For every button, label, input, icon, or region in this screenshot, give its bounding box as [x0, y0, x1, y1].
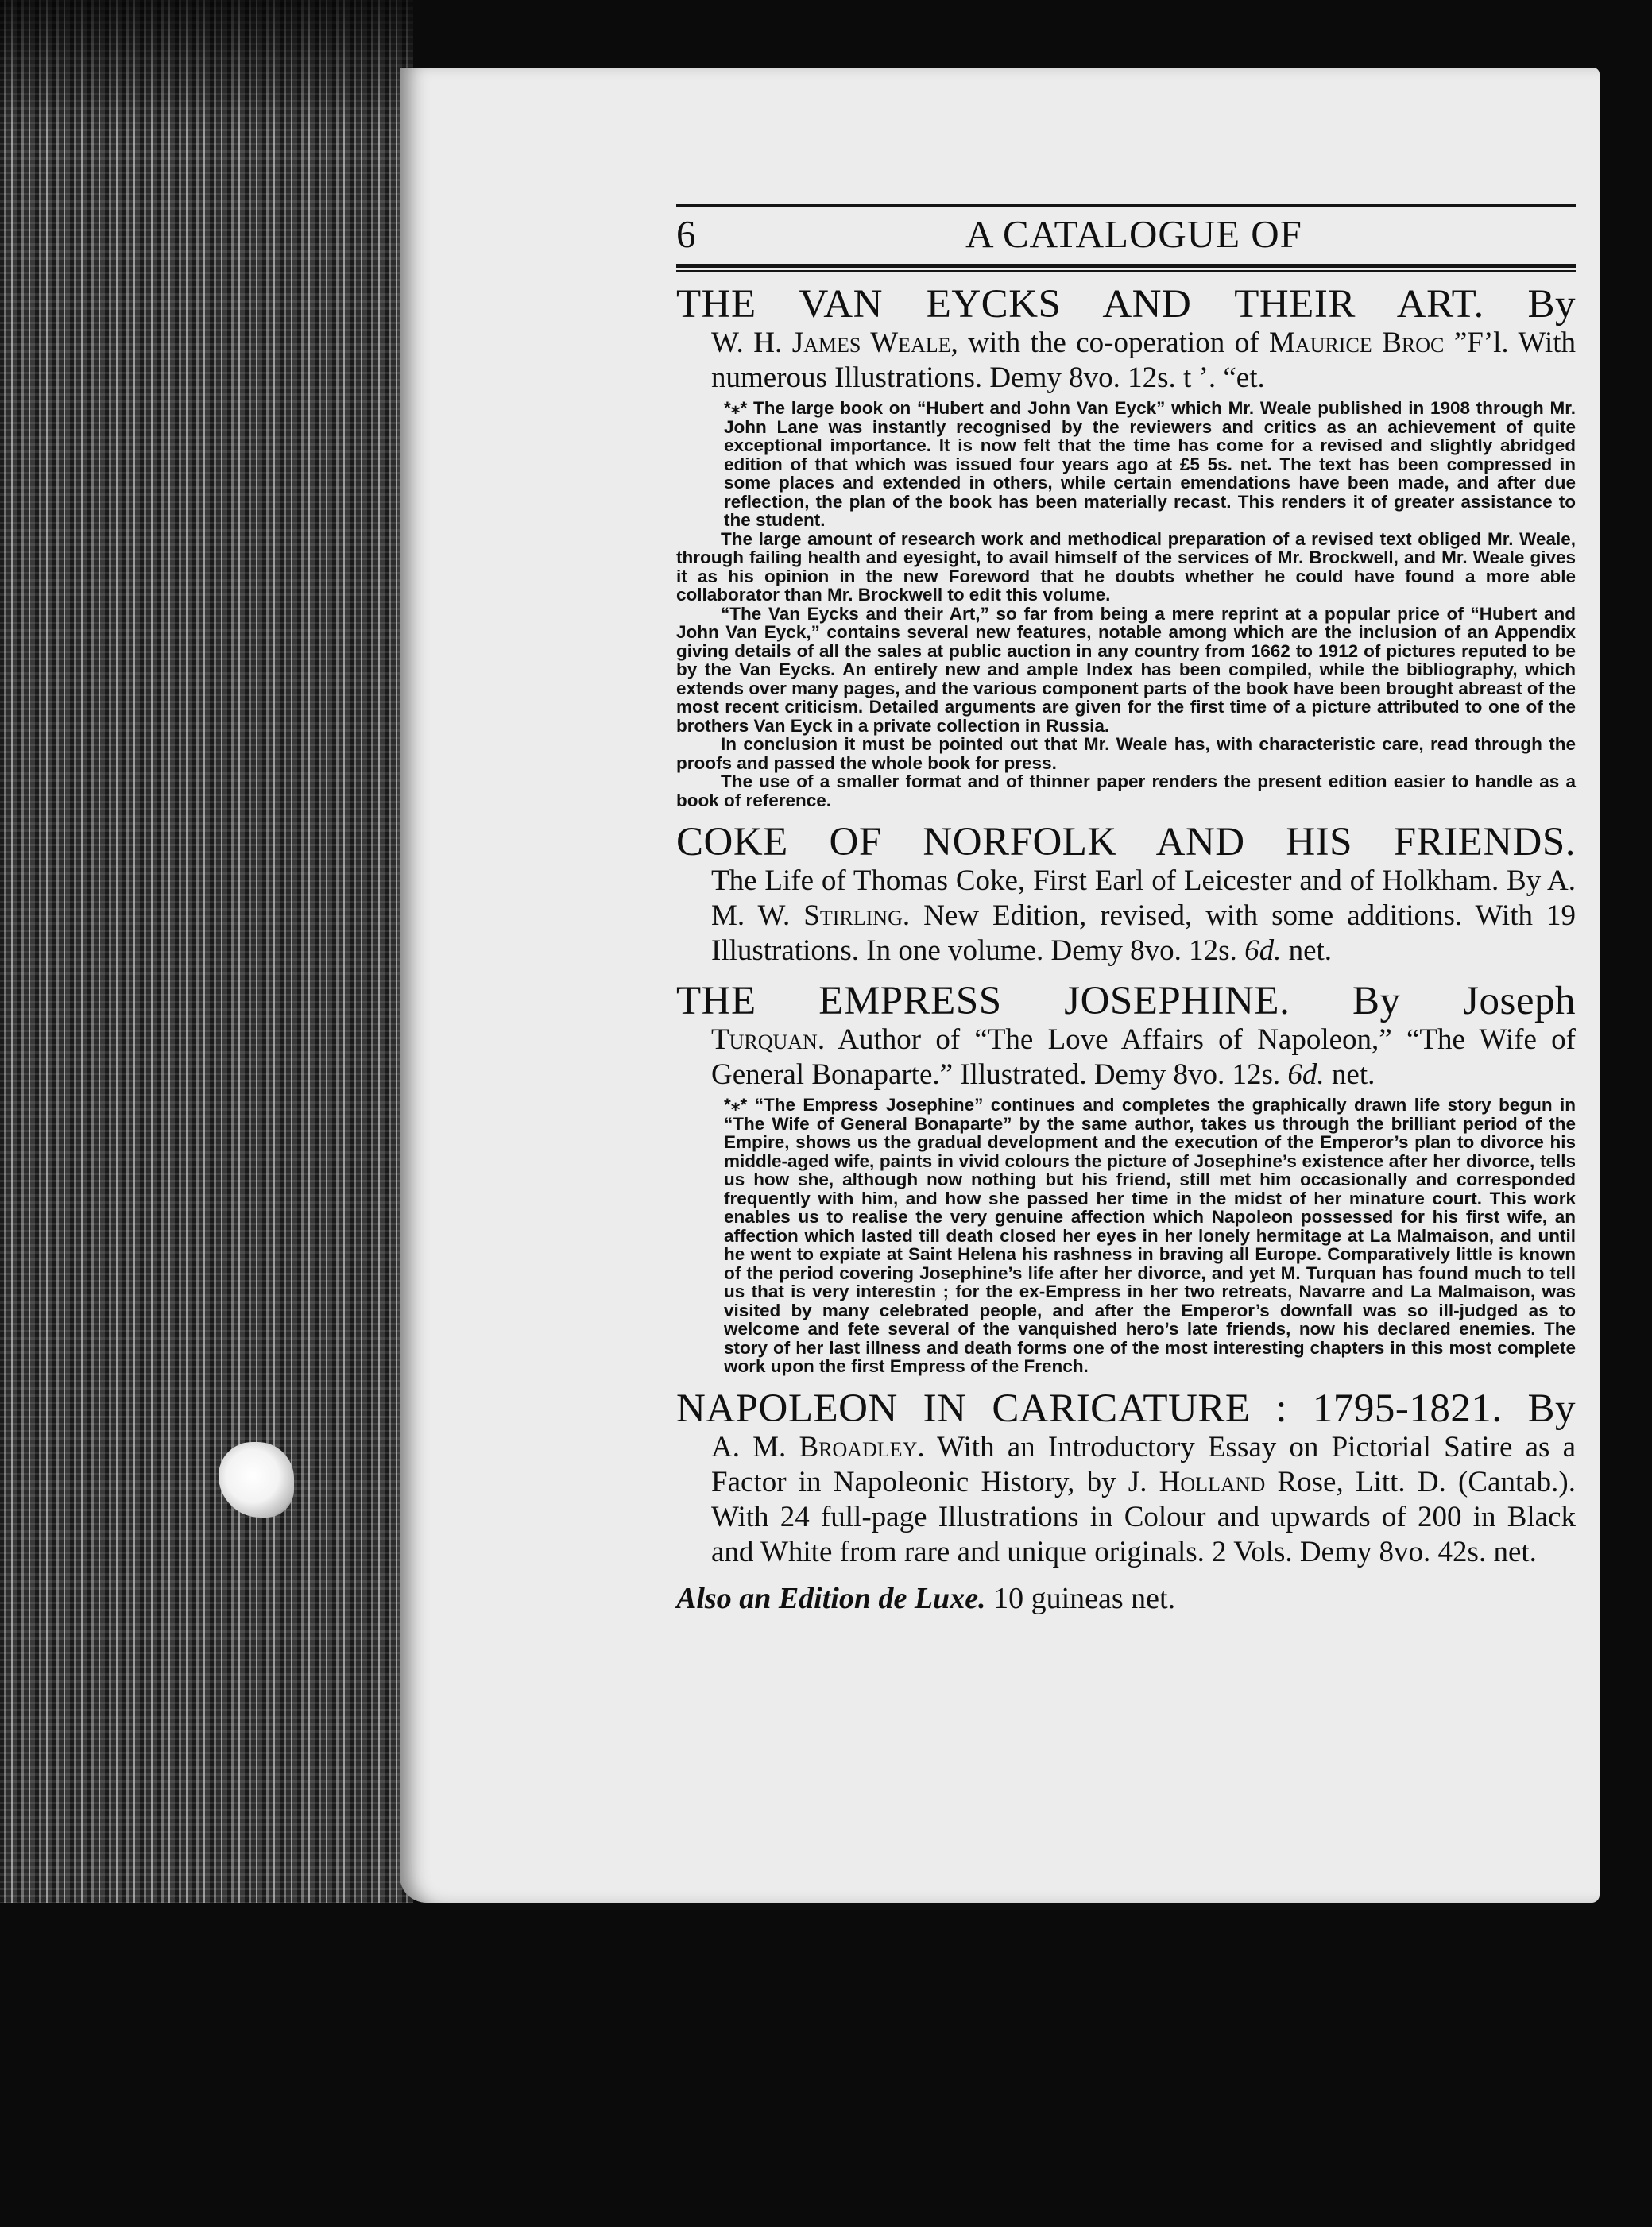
running-head [676, 211, 1576, 261]
running-title: A CATALOGUE OF [965, 212, 1302, 256]
entry-note-empress-josephine [676, 1096, 1576, 1376]
page-content [676, 204, 1576, 1616]
entry-body-empress-josephine: Turquan. Author of “The Love Affairs of Napoleon,” “The Wife of General Bonaparte.” Illustrated. Demy 8vo. 12s. 6d. net. [711, 1023, 1576, 1091]
book-fore-edge [0, 0, 413, 2227]
catalogue-page [400, 68, 1600, 1903]
entry-heading-napoleon-caricature: NAPOLEON IN CARICATURE : 1795-1821. By [676, 1386, 1576, 1431]
bottom-background [0, 1903, 1652, 2227]
edition-de-luxe-price: 10 guineas net. [993, 1581, 1176, 1615]
entry-body-napoleon-caricature: A. M. Broadley. With an Introductory Essay on Pictorial Satire as a Factor in Napoleonic History, by J. Holland Rose, Litt. D. (Cantab.). With 24 full-page Illustrations in Colour and upwards of 200 in Black and White from rare and unique originals. 2 Vols. Demy 8vo. 42s. net. [711, 1430, 1576, 1568]
note-paragraph: In conclusion it must be pointed out that Mr. Weale has, with characteristic care, read through the proofs and passed the whole book for press. [676, 734, 1576, 773]
header-rule [676, 204, 1576, 207]
entry-body-van-eycks: W. H. James Weale, with the co-operation of Maurice Broc ”F’l. With numerous Illustrations. Demy 8vo. 12s. t ’. “et. [711, 327, 1577, 394]
edition-de-luxe-label: Also an Edition de Luxe. [676, 1581, 986, 1615]
note-paragraph: The large amount of research work and methodical preparation of a revised text obliged Mr. Weale, through failing health and eyesight, to avail himself of the services of Mr. Brockwell, and Mr. Weale gives it as his opinion in the new Foreword that he doubts whether he could have found a more able collaborator than Mr. Brockwell to edit this volume. [676, 528, 1576, 605]
note-paragraph: The use of a smaller format and of thinner paper renders the present edition easier to handle as a book of reference. [676, 771, 1576, 810]
note-paragraph: *⁎* “The Empress Josephine” continues and completes the graphically drawn life story begun in “The Wife of General Bonaparte” by the same author, takes us through the brilliant period of the Empire, shows us the gradual development and the execution of the Emperor’s plan to divorce his middle-aged wife, paints in vivid colours the picture of Josephine’s existence after her divorce, tells us how she, although now nothing but his friend, still met him occasionally and corresponded frequently with him, and how she passed her time in the midst of her minature court. This work enables us to realise the very genuine affection which Napoleon possessed for his first wife, an affection which lasted till death closed her eyes in her lonely hermitage at La Malmaison, and until he went to expiate at Saint Helena his rashness in braving all Europe. Comparatively little is known of the period covering Josephine’s life after her divorce, and yet M. Turquan has found much to tell us that is very interestin ; for the ex-Empress in her two retreats, Navarre and La Malmaison, was visited by many celebrated people, and after the Emperor’s downfall was so ill-judged as to welcome and fete several of the vanquished hero’s late friends, now his declared enemies. The story of her last illness and death forms one of the most interesting chapters in this most complete work upon the first Empress of the French. [724, 1095, 1576, 1376]
entry-heading-van-eycks: THE VAN EYCKS AND THEIR ART. By [676, 282, 1576, 327]
note-paragraph: *⁎* The large book on “Hubert and John Van Eyck” which Mr. Weale published in 1908 through Mr. John Lane was instantly recognised by the reviewers and critics as an achievement of quite exceptional importance. It is now felt that the time has come for a revised and slightly abridged edition of that which was issued four years ago at £5 5s. net. The text has been compressed in some places and extended in others, while certain emendations have been made, and after due reflection, the plan of the book has been materially recast. This renders it of greater assistance to the student. [724, 398, 1576, 530]
header-double-rule [676, 264, 1576, 272]
entry-body-coke-of-norfolk: The Life of Thomas Coke, First Earl of Leicester and of Holkham. By A. M. W. Stirling. New Edition, revised, with some additions. With 19 Illustrations. In one volume. Demy 8vo. 12s. 6d. net. [711, 864, 1576, 967]
entry-note-van-eycks [676, 399, 1576, 810]
entry-heading-coke-of-norfolk: COKE OF NORFOLK AND HIS FRIENDS. [676, 820, 1576, 864]
entry-heading-empress-josephine: THE EMPRESS JOSEPHINE. By Joseph [676, 979, 1576, 1023]
edition-de-luxe-line [676, 1581, 1576, 1616]
note-paragraph: “The Van Eycks and their Art,” so far from being a mere reprint at a popular price of “Hubert and John Van Eyck,” contains several new features, notable among which are the inclusion of an Appendix giving details of all the sales at public auction in any country from 1662 to 1912 of pictures reputed to be by the Van Eycks. An entirely new and ample Index has been compiled, while the bibliography, which extends over many pages, and the various component parts of the book have been brought abreast of the most recent criticism. Detailed arguments are given for the first time of a picture attributed to one of the brothers Van Eyck in a private collection in Russia. [676, 603, 1576, 736]
page-number: 6 [676, 212, 697, 256]
